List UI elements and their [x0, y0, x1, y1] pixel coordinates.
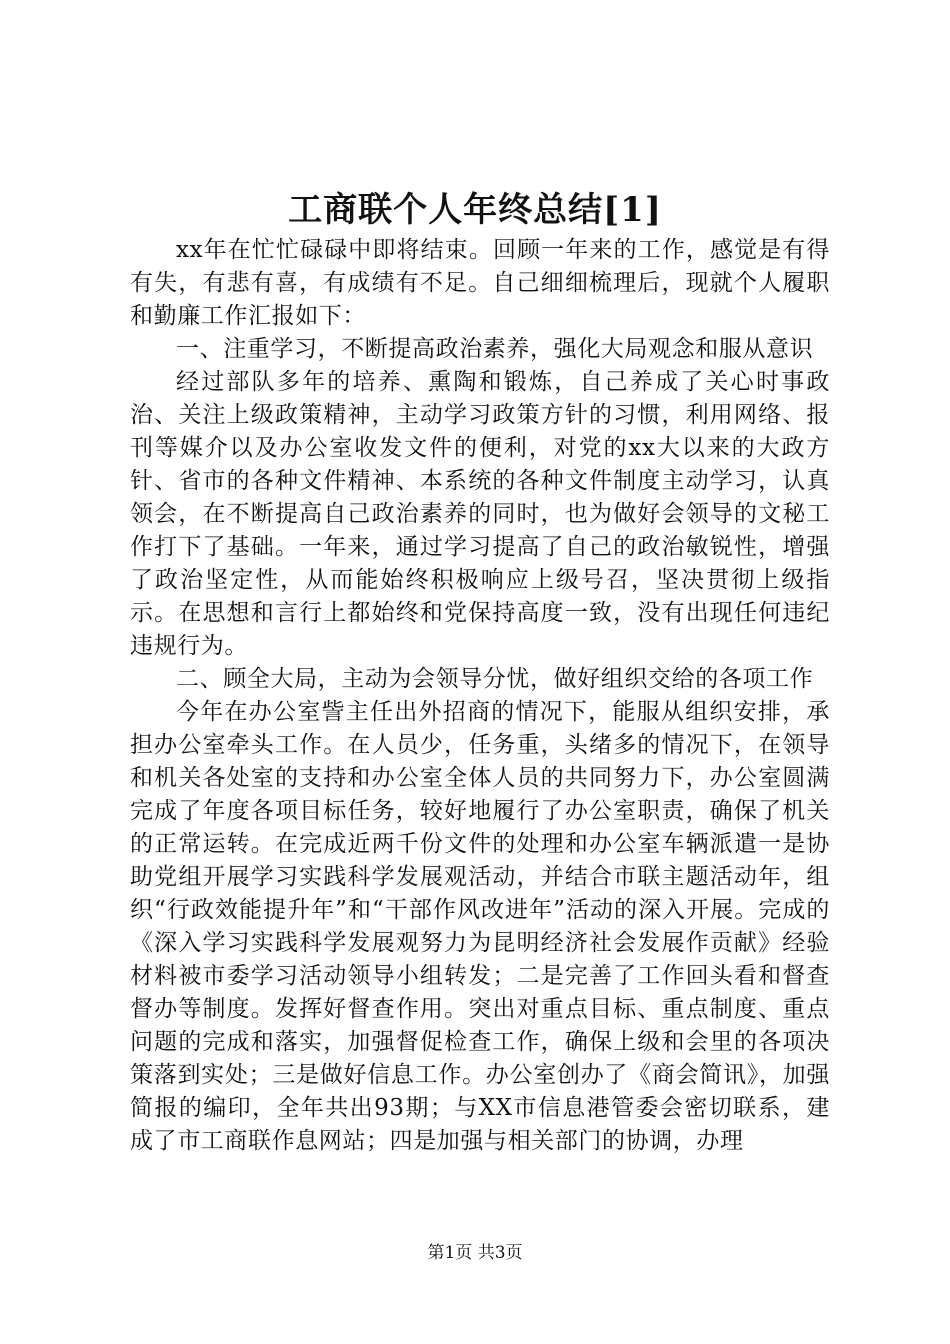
section-heading-2: 二、顾全大局，主动为会领导分忧，做好组织交给的各项工作	[176, 666, 814, 692]
section-heading-1: 一、注重学习，不断提高政治素养，强化大局观念和服从意识	[176, 336, 814, 362]
paragraph-intro: xx年在忙忙碌碌中即将结束。回顾一年来的工作，感觉是有得有失，有悲有喜，有成绩有不足。自己细细梳理后，现就个人履职和勤廉工作汇报如下：	[130, 237, 830, 329]
paragraph-section-1: 经过部队多年的培养、熏陶和锻炼，自己养成了关心时事政治、关注上级政策精神，主动学习政策方针的习惯，利用网络、报刊等媒介以及办公室收发文件的便利，对党的xx大以来的大政方针、省市的各种文件精神、本系统的各种文件制度主动学习，认真领会，在不断提高自己政治素养的同时，也为做好会领导的文秘工作打下了基础。一年来，通过学习提高了自己的政治敏锐性，增强了政治坚定性，从而能始终积极响应上级号召，坚决贯彻上级指示。在思想和言行上都始终和党保持高度一致，没有出现任何违纪违规行为。	[130, 369, 830, 659]
page-footer: 第1页 共3页	[427, 1243, 523, 1263]
document-title: 工商联个人年终总结[1]	[288, 190, 662, 230]
paragraph-section-2: 今年在办公室訾主任出外招商的情况下，能服从组织安排，承担办公室牵头工作。在人员少，任务重，头绪多的情况下，在领导和机关各处室的支持和办公室全体人员的共同努力下，办公室圆满完成了年度各项目标任务，较好地履行了办公室职责，确保了机关的正常运转。在完成近两千份文件的处理和办公室车辆派遣一是协助党组开展学习实践科学发展观活动，并结合市联主题活动年，组织“行政效能提升年”和“干部作风改进年”活动的深入开展。完成的《深入学习实践科学发展观努力为昆明经济社会发展作贡献》经验材料被市委学习活动领导小组转发；二是完善了工作回头看和督查督办等制度。发挥好督查作用。突出对重点目标、重点制度、重点问题的完成和落实，加强督促检查工作，确保上级和会里的各项决策落到实处；三是做好信息工作。办公室创办了《商会简讯》，加强简报的编印，全年共出93期；与XX市信息港管委会密切联系，建成了市工商联作息网站；四是加强与相关部门的协调，办理	[130, 699, 830, 1154]
document-body	[130, 234, 830, 1158]
